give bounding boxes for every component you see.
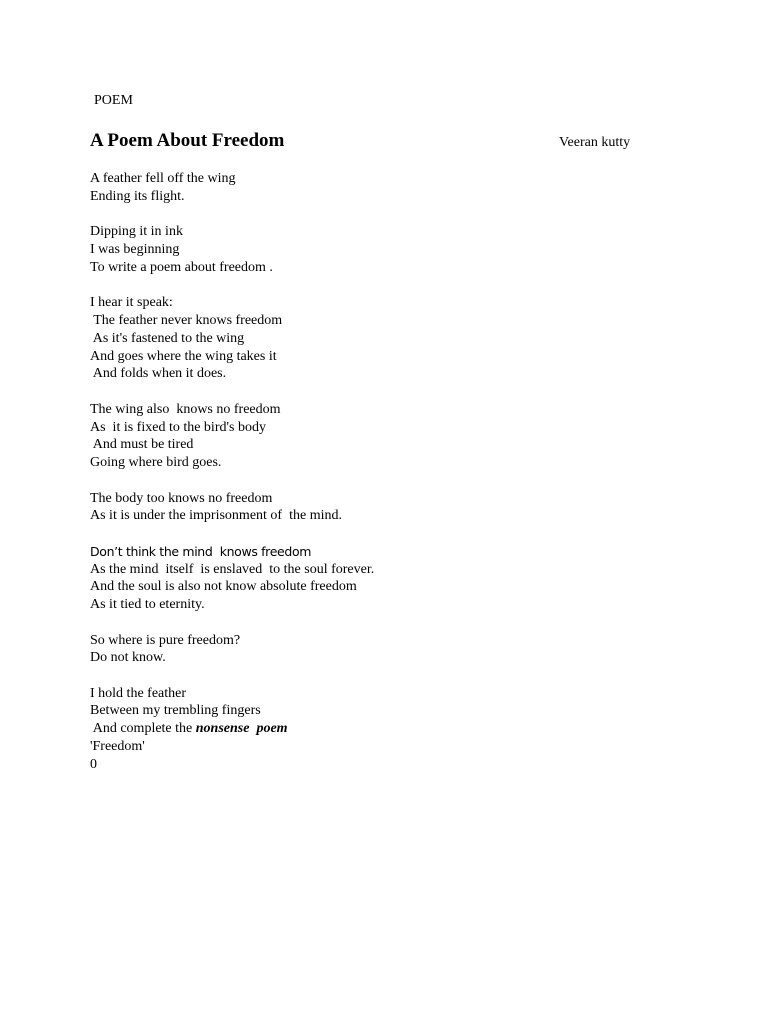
stanza xyxy=(90,632,690,668)
stanza xyxy=(90,170,690,206)
poem-line: So where is pure freedom? xyxy=(90,632,241,648)
poem-line: Going where bird goes. xyxy=(90,455,222,471)
poem-line: I was beginning xyxy=(90,241,180,257)
poem-line: The wing also knows no freedom xyxy=(90,401,281,417)
poem-line: The feather never knows freedom xyxy=(90,312,283,328)
stanza xyxy=(90,223,690,276)
document-label: POEM xyxy=(94,93,133,108)
poem-line: And the soul is also not know absolute freedom xyxy=(90,579,357,595)
poem-line-text: And complete the xyxy=(90,721,196,737)
poem-line: The body too knows no freedom xyxy=(90,490,273,506)
poem-line: Dipping it in ink xyxy=(90,224,183,240)
poem-line: Ending its flight. xyxy=(90,188,185,204)
poem-line: 'Freedom' xyxy=(90,739,145,755)
poem-line xyxy=(90,720,690,738)
poem-line: To write a poem about freedom . xyxy=(90,259,273,275)
poem-title: A Poem About Freedom xyxy=(90,130,285,151)
poem-line: As it tied to eternity. xyxy=(90,597,205,613)
poem-line: 0 xyxy=(90,756,97,772)
poem-line: Don’t think the mind knows freedom xyxy=(90,543,312,559)
poem-line: As it is under the imprisonment of the mind. xyxy=(90,508,342,524)
poem-line: And must be tired xyxy=(90,437,194,453)
stanza xyxy=(90,685,690,774)
stanza xyxy=(90,490,690,526)
stanza xyxy=(90,401,690,472)
poem-line: And goes where the wing takes it xyxy=(90,348,277,364)
poem-line: As it's fastened to the wing xyxy=(90,330,245,346)
stanza xyxy=(90,543,690,614)
poem-line: I hold the feather xyxy=(90,685,187,701)
poem-author: Veeran kutty xyxy=(559,135,631,150)
poem-body xyxy=(90,170,690,774)
poem-line: As it is fixed to the bird's body xyxy=(90,419,266,435)
stanza xyxy=(90,294,690,383)
emphasized-text: nonsense poem xyxy=(195,721,288,737)
poem-line: I hear it speak: xyxy=(90,295,173,311)
poem-line: Do not know. xyxy=(90,650,166,666)
poem-line: A feather fell off the wing xyxy=(90,171,236,186)
poem-line: And folds when it does. xyxy=(90,366,227,382)
poem-line: Between my trembling fingers xyxy=(90,703,261,719)
poem-line: As the mind itself is enslaved to the soul forever. xyxy=(90,561,375,577)
